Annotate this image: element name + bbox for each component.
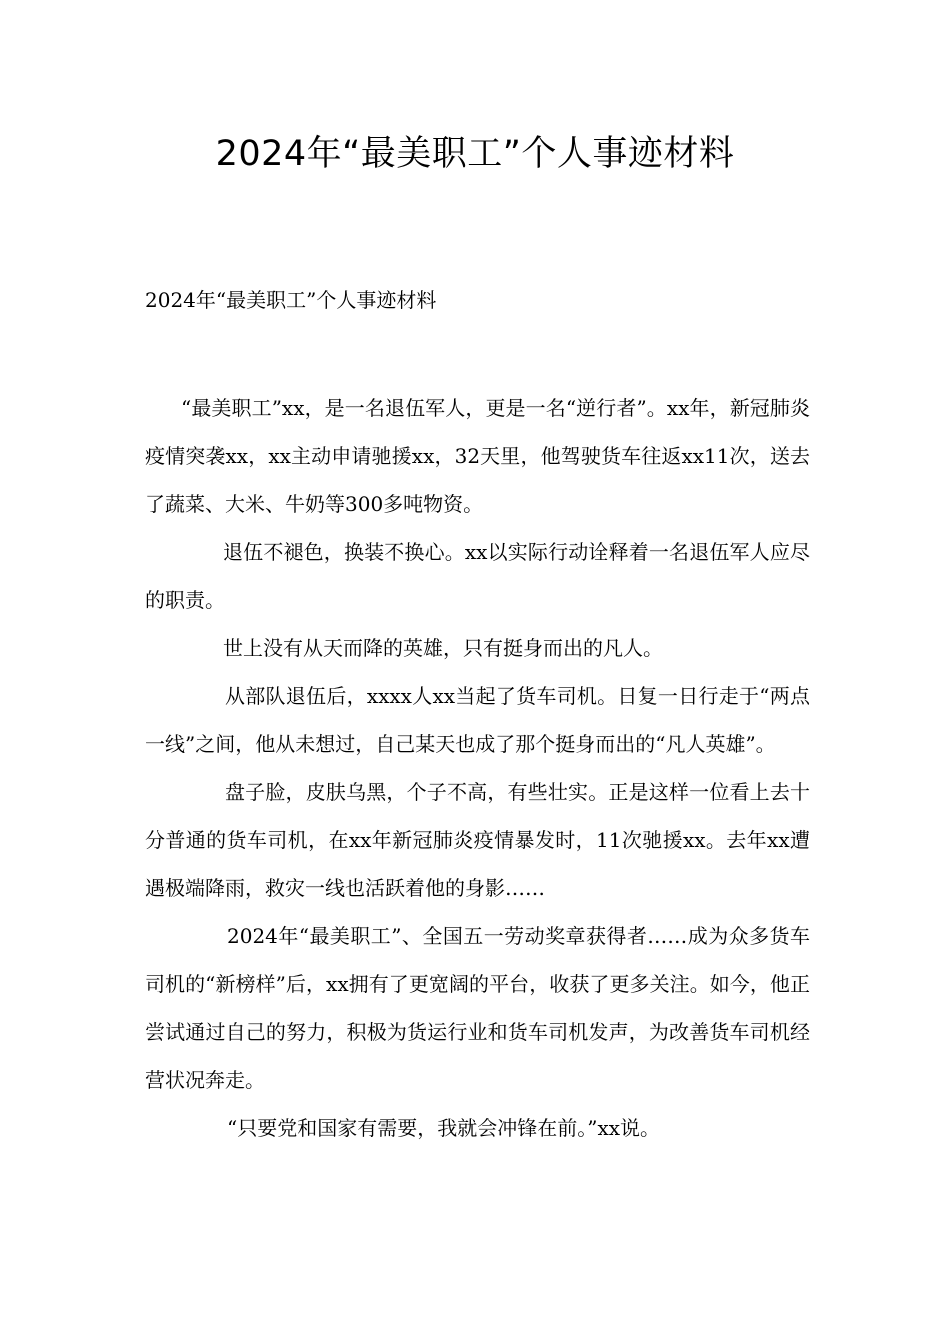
document-subtitle: 2024年“最美职工”个人事迹材料: [145, 288, 437, 312]
paragraph-4: 从部队退伍后，xxxx人xx当起了货车司机。日复一日行走于“两点一线”之间，他从未想过，自己某天也成了那个挺身而出的“凡人英雄”。: [145, 684, 810, 756]
paragraph-5: 盘子脸，皮肤乌黑，个子不高，有些壮实。正是这样一位看上去十分普通的货车司机，在xx年新冠肺炎疫情暴发时，11次驰援xx。去年xx遭遇极端降雨，救灾一线也活跃着他的身影……: [145, 780, 810, 900]
document-title: 2024年“最美职工”个人事迹材料: [215, 134, 735, 174]
paragraph-3: 世上没有从天而降的英雄，只有挺身而出的凡人。: [223, 636, 663, 660]
paragraph-1: “最美职工”xx，是一名退伍军人，更是一名“逆行者”。xx年，新冠肺炎疫情突袭xx，xx主动申请驰援xx，32天里，他驾驶货车往返xx11次，送去了蔬菜、大米、牛奶等300多吨物资。: [145, 396, 810, 516]
paragraph-6: 2024年“最美职工”、全国五一劳动奖章获得者……成为众多货车司机的“新榜样”后，xx拥有了更宽阔的平台，收获了更多关注。如今，他正尝试通过自己的努力，积极为货运行业和货车司机发声，为改善货车司机经营状况奔走。: [145, 924, 810, 1092]
paragraph-2: 退伍不褪色，换装不换心。xx以实际行动诠释着一名退伍军人应尽的职责。: [145, 540, 810, 612]
paragraph-7: “只要党和国家有需要，我就会冲锋在前。”xx说。: [227, 1116, 661, 1140]
document-body: [145, 384, 810, 1152]
